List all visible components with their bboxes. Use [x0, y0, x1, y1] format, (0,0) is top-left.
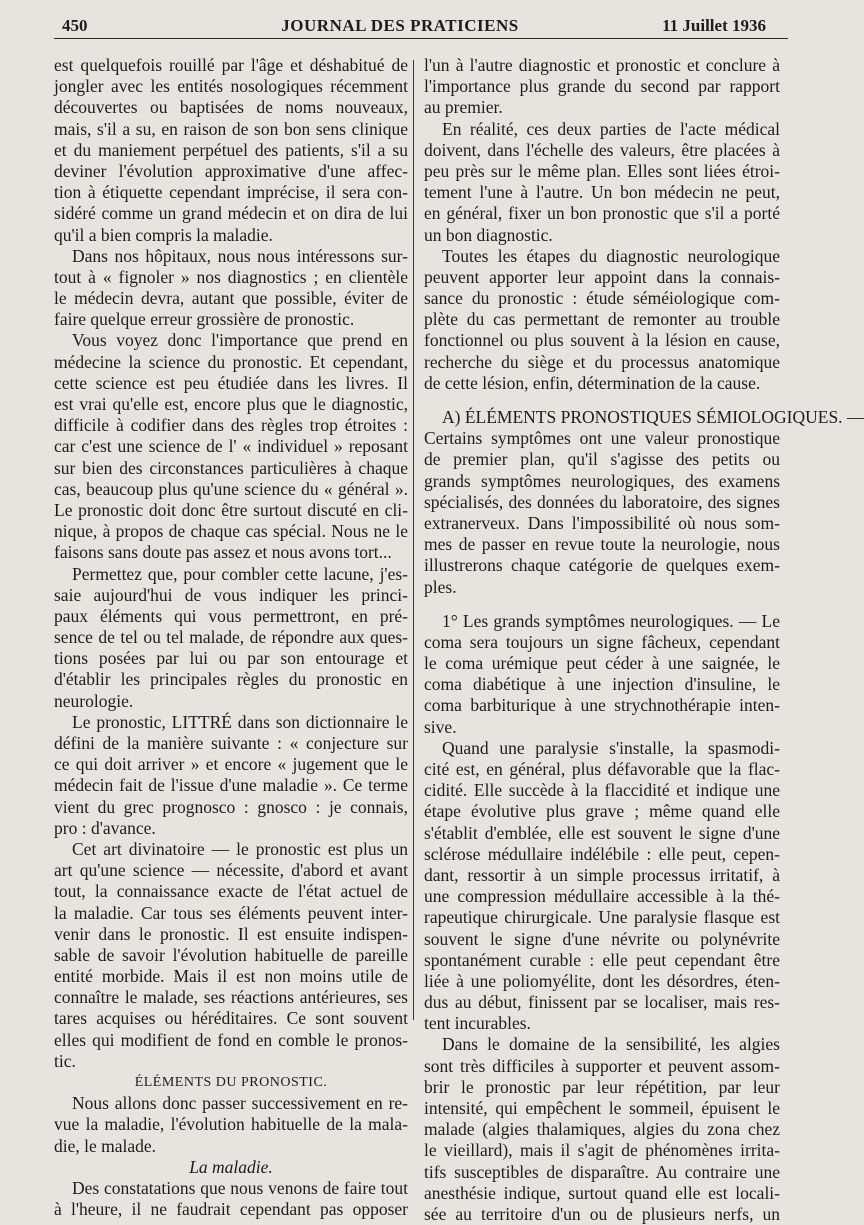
text-line: à l'heure, il ne faudrait cependant pas opposer — [54, 1199, 408, 1220]
text-line: la maladie. Car tous ses éléments peuvent inter- — [54, 902, 408, 923]
text-line: une compression médullaire accessible à la thé- — [424, 886, 780, 907]
text-line: et du maniement perpétuel des patients, s'il a su — [54, 139, 408, 160]
text-line: cas, beaucoup plus qu'une science du « général ». — [54, 478, 408, 499]
text-line: spontanément curable : elle peut cependant être — [424, 949, 780, 970]
issue-date: 11 Juillet 1936 — [662, 16, 766, 35]
text-line: dant, ressortir à un simple processus irritatif, à — [424, 864, 780, 885]
text-line: sont très difficiles à supporter et peuvent assom- — [424, 1055, 780, 1076]
text-line: souvent le signe d'une névrite ou polynévrite — [424, 928, 780, 949]
text-line: Certains symptômes ont une valeur pronostique — [424, 428, 780, 449]
text-line: est vrai qu'elle est, encore plus que le diagnostic, — [54, 394, 408, 414]
text-line: peuvent apporter leur appoint dans la connais- — [424, 266, 780, 287]
text-line: spécialisés, des données du laboratoire, des signes — [424, 491, 780, 512]
text-line: sur bien des circonstances particulières à chaque — [54, 457, 408, 478]
text-line: sée au territoire d'un ou de plusieurs nerfs, un — [424, 1203, 780, 1224]
text-line: difficile à codifier dans des règles trop étroites : — [54, 415, 408, 436]
text-line: l'importance plus grande du second par rapport — [424, 76, 780, 97]
text-line: au premier. — [424, 97, 503, 118]
text-line: sidéré comme un grand médecin et on dira de lui — [54, 203, 408, 224]
text-line: 1° Les grands symptômes neurologiques. — Le — [442, 610, 780, 631]
text-line: Quand une paralysie s'installe, la spasmodi- — [442, 737, 780, 758]
text-line: rapeutique chirurgicale. Une paralysie flasque est — [424, 907, 780, 928]
text-line: tent incurables. — [424, 1013, 531, 1034]
text-line: l'un à l'autre diagnostic et pronostic et conclure à — [424, 55, 780, 75]
text-line: étape évolutive plus grave ; même quand elle — [424, 801, 780, 822]
text-line: tout, la connaissance exacte de l'état actuel de — [54, 881, 408, 902]
journal-title: JOURNAL DES PRATICIENS — [281, 16, 519, 35]
text-line: A) ÉLÉMENTS PRONOSTIQUES SÉMIOLOGIQUES. — — [442, 407, 864, 427]
text-line: tifs susceptibles de disparaître. Au contraire une — [424, 1161, 780, 1182]
header-rule — [54, 38, 788, 39]
text-line: tares acquises ou héréditaires. Ce sont souvent — [54, 1008, 408, 1029]
text-line: Toutes les étapes du diagnostic neurologique — [442, 245, 780, 266]
text-line: ples. — [424, 576, 457, 597]
text-line: tic. — [54, 1050, 76, 1071]
text-line: coma diabétique à une injection d'insuline, le — [424, 674, 780, 695]
text-line: doivent, dans l'échelle des valeurs, être placées à — [424, 139, 780, 160]
text-line: sence de tel ou tel malade, de répondre aux ques- — [54, 627, 408, 648]
text-line: anesthésie indique, surtout quand elle est locali- — [424, 1182, 780, 1203]
column-separator — [413, 60, 414, 1020]
text-line: car c'est une science de l' « individuel » reposant — [54, 436, 408, 457]
page-number: 450 — [62, 16, 88, 35]
text-line: illustrerons chaque catégorie de quelques exem- — [424, 555, 780, 576]
text-line: Nous allons donc passer successivement en re- — [72, 1093, 408, 1114]
text-line: nique, à propos de chaque cas spécial. Nous ne le — [54, 521, 408, 542]
text-line: tout à « fignoler » nos diagnostics ; en clientèle — [54, 266, 408, 287]
left-column — [54, 55, 408, 1220]
text-line: mais, s'il a su, en raison de son bon sens clinique — [54, 118, 408, 139]
text-line: venir dans le pronostic. Il est ensuite indispen- — [54, 923, 408, 944]
text-line: peu près sur le même plan. Elles sont liées étroi- — [424, 160, 780, 181]
text-line: extranerveux. Dans l'impossibilité où nous som- — [424, 512, 780, 533]
text-line: le médecin devra, autant que possible, éviter de — [54, 288, 408, 309]
text-line: Cet art divinatoire — le pronostic est plus un — [72, 838, 408, 859]
text-line: faire quelque erreur grossière de pronostic. — [54, 309, 355, 330]
text-line: liée à une poliomyélite, dont les désordres, éten- — [424, 970, 780, 991]
text-line: plète du cas permettant de remonter au trouble — [424, 309, 780, 330]
text-line: dus au début, finissent par se localiser, mais res- — [424, 992, 780, 1013]
text-line: le vieillard), mais il s'agit de phénomènes irrita- — [424, 1140, 780, 1161]
paragraph-gap — [424, 598, 780, 611]
text-line: tion à étiquette cependant imprécise, il sera con- — [54, 182, 408, 203]
text-line: faisons sans doute pas assez et nous avons tort... — [54, 542, 392, 563]
text-line: sclérose médullaire indélébile : elle peut, cepen- — [424, 843, 780, 864]
text-line: qu'il a bien compris la maladie. — [54, 224, 273, 245]
text-line: art qu'une science — nécessite, d'abord et avant — [54, 860, 408, 881]
text-line: d'établir les principales règles du pronostic en — [54, 669, 408, 690]
text-line: médecine la science du pronostic. Et cependant, — [54, 351, 408, 372]
text-line: le coma urémique peut céder à une saignée, le — [424, 653, 780, 674]
text-line: tement l'une à l'autre. Un bon médecin ne peut, — [424, 182, 780, 203]
text-line: elles qui modifient de fond en comble le pronos- — [54, 1029, 408, 1050]
text-line: défini de la manière suivante : « conjecture sur — [54, 733, 408, 753]
text-line: sance du pronostic : étude séméiologique com- — [424, 288, 780, 309]
text-line: cité est, en général, plus défavorable que la flac- — [424, 759, 780, 779]
text-line: grands symptômes neurologiques, des examens — [424, 470, 780, 491]
text-line: cidité. Elle succède à la flaccidité et indique une — [424, 780, 780, 801]
text-line: malade (algies thalamiques, algies du zona chez — [424, 1119, 780, 1140]
text-line: Des constatations que nous venons de faire tout — [72, 1177, 408, 1198]
section-heading: ÉLÉMENTS DU PRONOSTIC. — [134, 1075, 328, 1090]
text-line: paux éléments qui vous permettront, en pré- — [54, 605, 408, 626]
text-line: vue la maladie, l'évolution habituelle de la mala- — [54, 1114, 408, 1135]
text-line: brir le pronostic par leur répétition, par leur — [424, 1076, 780, 1097]
text-line: Le pronostic doit donc être surtout discuté en cli- — [54, 499, 408, 520]
text-line: Dans le domaine de la sensibilité, les algies — [442, 1034, 780, 1055]
text-line: saie aujourd'hui de vous indiquer les princi- — [54, 584, 408, 605]
text-line: mes de passer en revue toute la neurologie, nous — [424, 534, 780, 555]
text-line: sive. — [424, 716, 457, 737]
paragraph-gap — [424, 394, 780, 407]
text-line: Permettez que, pour combler cette lacune, j'es- — [72, 563, 408, 584]
text-line: s'établit d'emblée, elle est souvent le signe d'une — [424, 822, 780, 843]
text-line: entité morbide. Mais il est non moins utile de — [54, 966, 408, 987]
text-line: vient du grec prognosco : gnosco : je connais, — [54, 796, 408, 817]
text-line: pro : d'avance. — [54, 817, 156, 838]
text-line: Le pronostic, LITTRÉ dans son dictionnaire le — [72, 711, 408, 732]
running-header — [0, 0, 800, 40]
text-line: neurologie. — [54, 690, 134, 711]
text-line: recherche du siège et du processus anatomique — [424, 351, 780, 372]
right-column — [424, 55, 864, 1225]
text-line: coma sera toujours un signe fâcheux, cependant — [424, 631, 780, 652]
text-line: sable de savoir l'évolution habituelle de pareille — [54, 944, 408, 965]
text-line: fonctionnel ou plus souvent à la lésion en cause, — [424, 330, 780, 351]
text-line: die, le malade. — [54, 1135, 157, 1156]
text-line: tions posées par lui ou par son entourage et — [54, 648, 408, 669]
subsection-heading: La maladie. — [189, 1156, 273, 1177]
text-line: est quelquefois rouillé par l'âge et déshabitué de — [54, 55, 408, 75]
text-line: coma barbiturique à une strychnothérapie inten- — [424, 695, 780, 716]
text-line: En réalité, ces deux parties de l'acte médical — [442, 118, 780, 139]
text-line: cette science est peu étudiée dans les livres. Il — [54, 372, 408, 393]
text-line: Dans nos hôpitaux, nous nous intéressons sur- — [72, 245, 408, 266]
text-line: un bon diagnostic. — [424, 224, 553, 245]
text-line: ce qui doit arriver » et encore « jugement que le — [54, 754, 408, 775]
text-line: en général, fixer un bon pronostic que s'il a porté — [424, 203, 780, 224]
text-line: deviner l'évolution approximative d'une affec- — [54, 160, 408, 181]
text-line: découvertes ou baptisées de noms nouveaux, — [54, 97, 408, 118]
text-line: de cette lésion, enfin, détermination de la cause. — [424, 372, 761, 393]
text-line: jongler avec les entités nosologiques récemment — [54, 76, 408, 97]
text-line: de premier plan, qu'il s'agisse des petits ou — [424, 449, 780, 470]
text-line: médecin fait de l'issue d'une maladie ». Ce terme — [54, 775, 408, 796]
text-line: Vous voyez donc l'importance que prend en — [72, 330, 408, 351]
text-line: connaître le malade, ses réactions antérieures, ses — [54, 987, 408, 1008]
text-line: intensité, qui empêchent le sommeil, épuisent le — [424, 1098, 780, 1118]
